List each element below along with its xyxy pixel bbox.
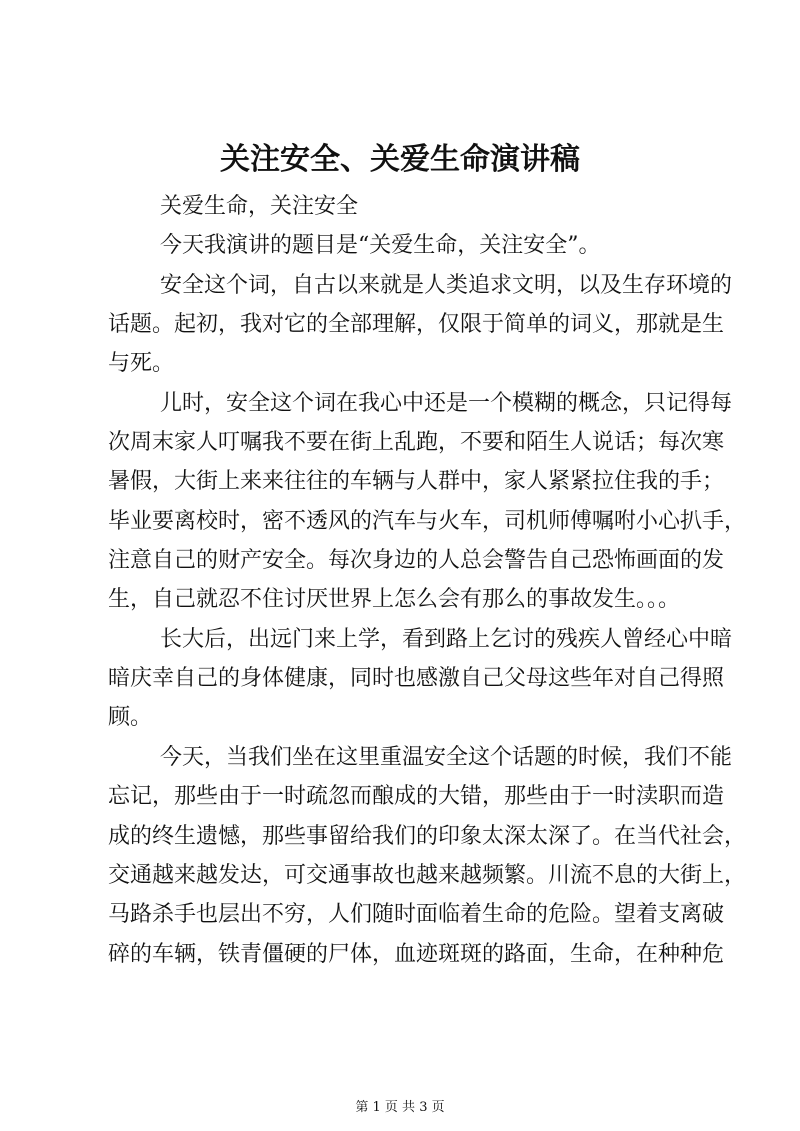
paragraph-line: 毕业要离校时，密不透风的汽车与火车，司机师傅嘱咐小心扒手，: [108, 508, 747, 534]
paragraph-line: 关爱生命，关注安全: [160, 194, 359, 219]
document-title: 关注安全、关爱生命演讲稿: [220, 142, 580, 177]
paragraph-line: 暗庆幸自己的身体健康，同时也感激自己父母这些年对自己得照: [108, 666, 725, 692]
paragraph-line: 与死。: [108, 351, 175, 377]
paragraph-line: 注意自己的财产安全。每次身边的人总会警告自己恐怖画面的发: [108, 548, 725, 574]
paragraph-line: 今天，当我们坐在这里重温安全这个话题的时候，我们不能: [160, 744, 733, 770]
paragraph-line: 安全这个词，自古以来就是人类追求文明，以及生存环境的: [160, 272, 733, 298]
paragraph-line: 碎的车辆，铁青僵硬的尸体，血迹斑斑的路面，生命，在种种危: [108, 941, 725, 967]
paragraph-line: 长大后，出远门来上学，看到路上乞讨的残疾人曾经心中暗: [160, 626, 733, 652]
paragraph-line: 今天我演讲的题目是“关爱生命，关注安全”。: [160, 233, 601, 259]
paragraph-line: 话题。起初，我对它的全部理解，仅限于简单的词义，那就是生: [108, 312, 725, 338]
paragraph-line: 儿时，安全这个词在我心中还是一个模糊的概念，只记得每: [160, 390, 733, 416]
paragraph-line: 暑假，大街上来来往往的车辆与人群中，家人紧紧拉住我的手；: [108, 469, 725, 495]
page-number: 第 1 页 共 3 页: [355, 1100, 445, 1115]
paragraph-line: 忘记，那些由于一时疏忽而酿成的大错，那些由于一时渎职而造: [108, 784, 725, 810]
paragraph-line: 生，自己就忍不住讨厌世界上怎么会有那么的事故发生。。。: [108, 587, 681, 613]
paragraph-line: 顾。: [108, 705, 153, 731]
document-body: [108, 187, 747, 974]
paragraph-line: 次周末家人叮嘱我不要在街上乱跑，不要和陌生人说话；每次寒: [108, 430, 725, 456]
paragraph-line: 成的终生遗憾，那些事留给我们的印象太深太深了。在当代社会，: [108, 823, 747, 849]
paragraph-line: 交通越来越发达，可交通事故也越来越频繁。川流不息的大街上，: [108, 862, 747, 888]
paragraph-line: 马路杀手也层出不穷，人们随时面临着生命的危险。望着支离破: [108, 902, 725, 928]
